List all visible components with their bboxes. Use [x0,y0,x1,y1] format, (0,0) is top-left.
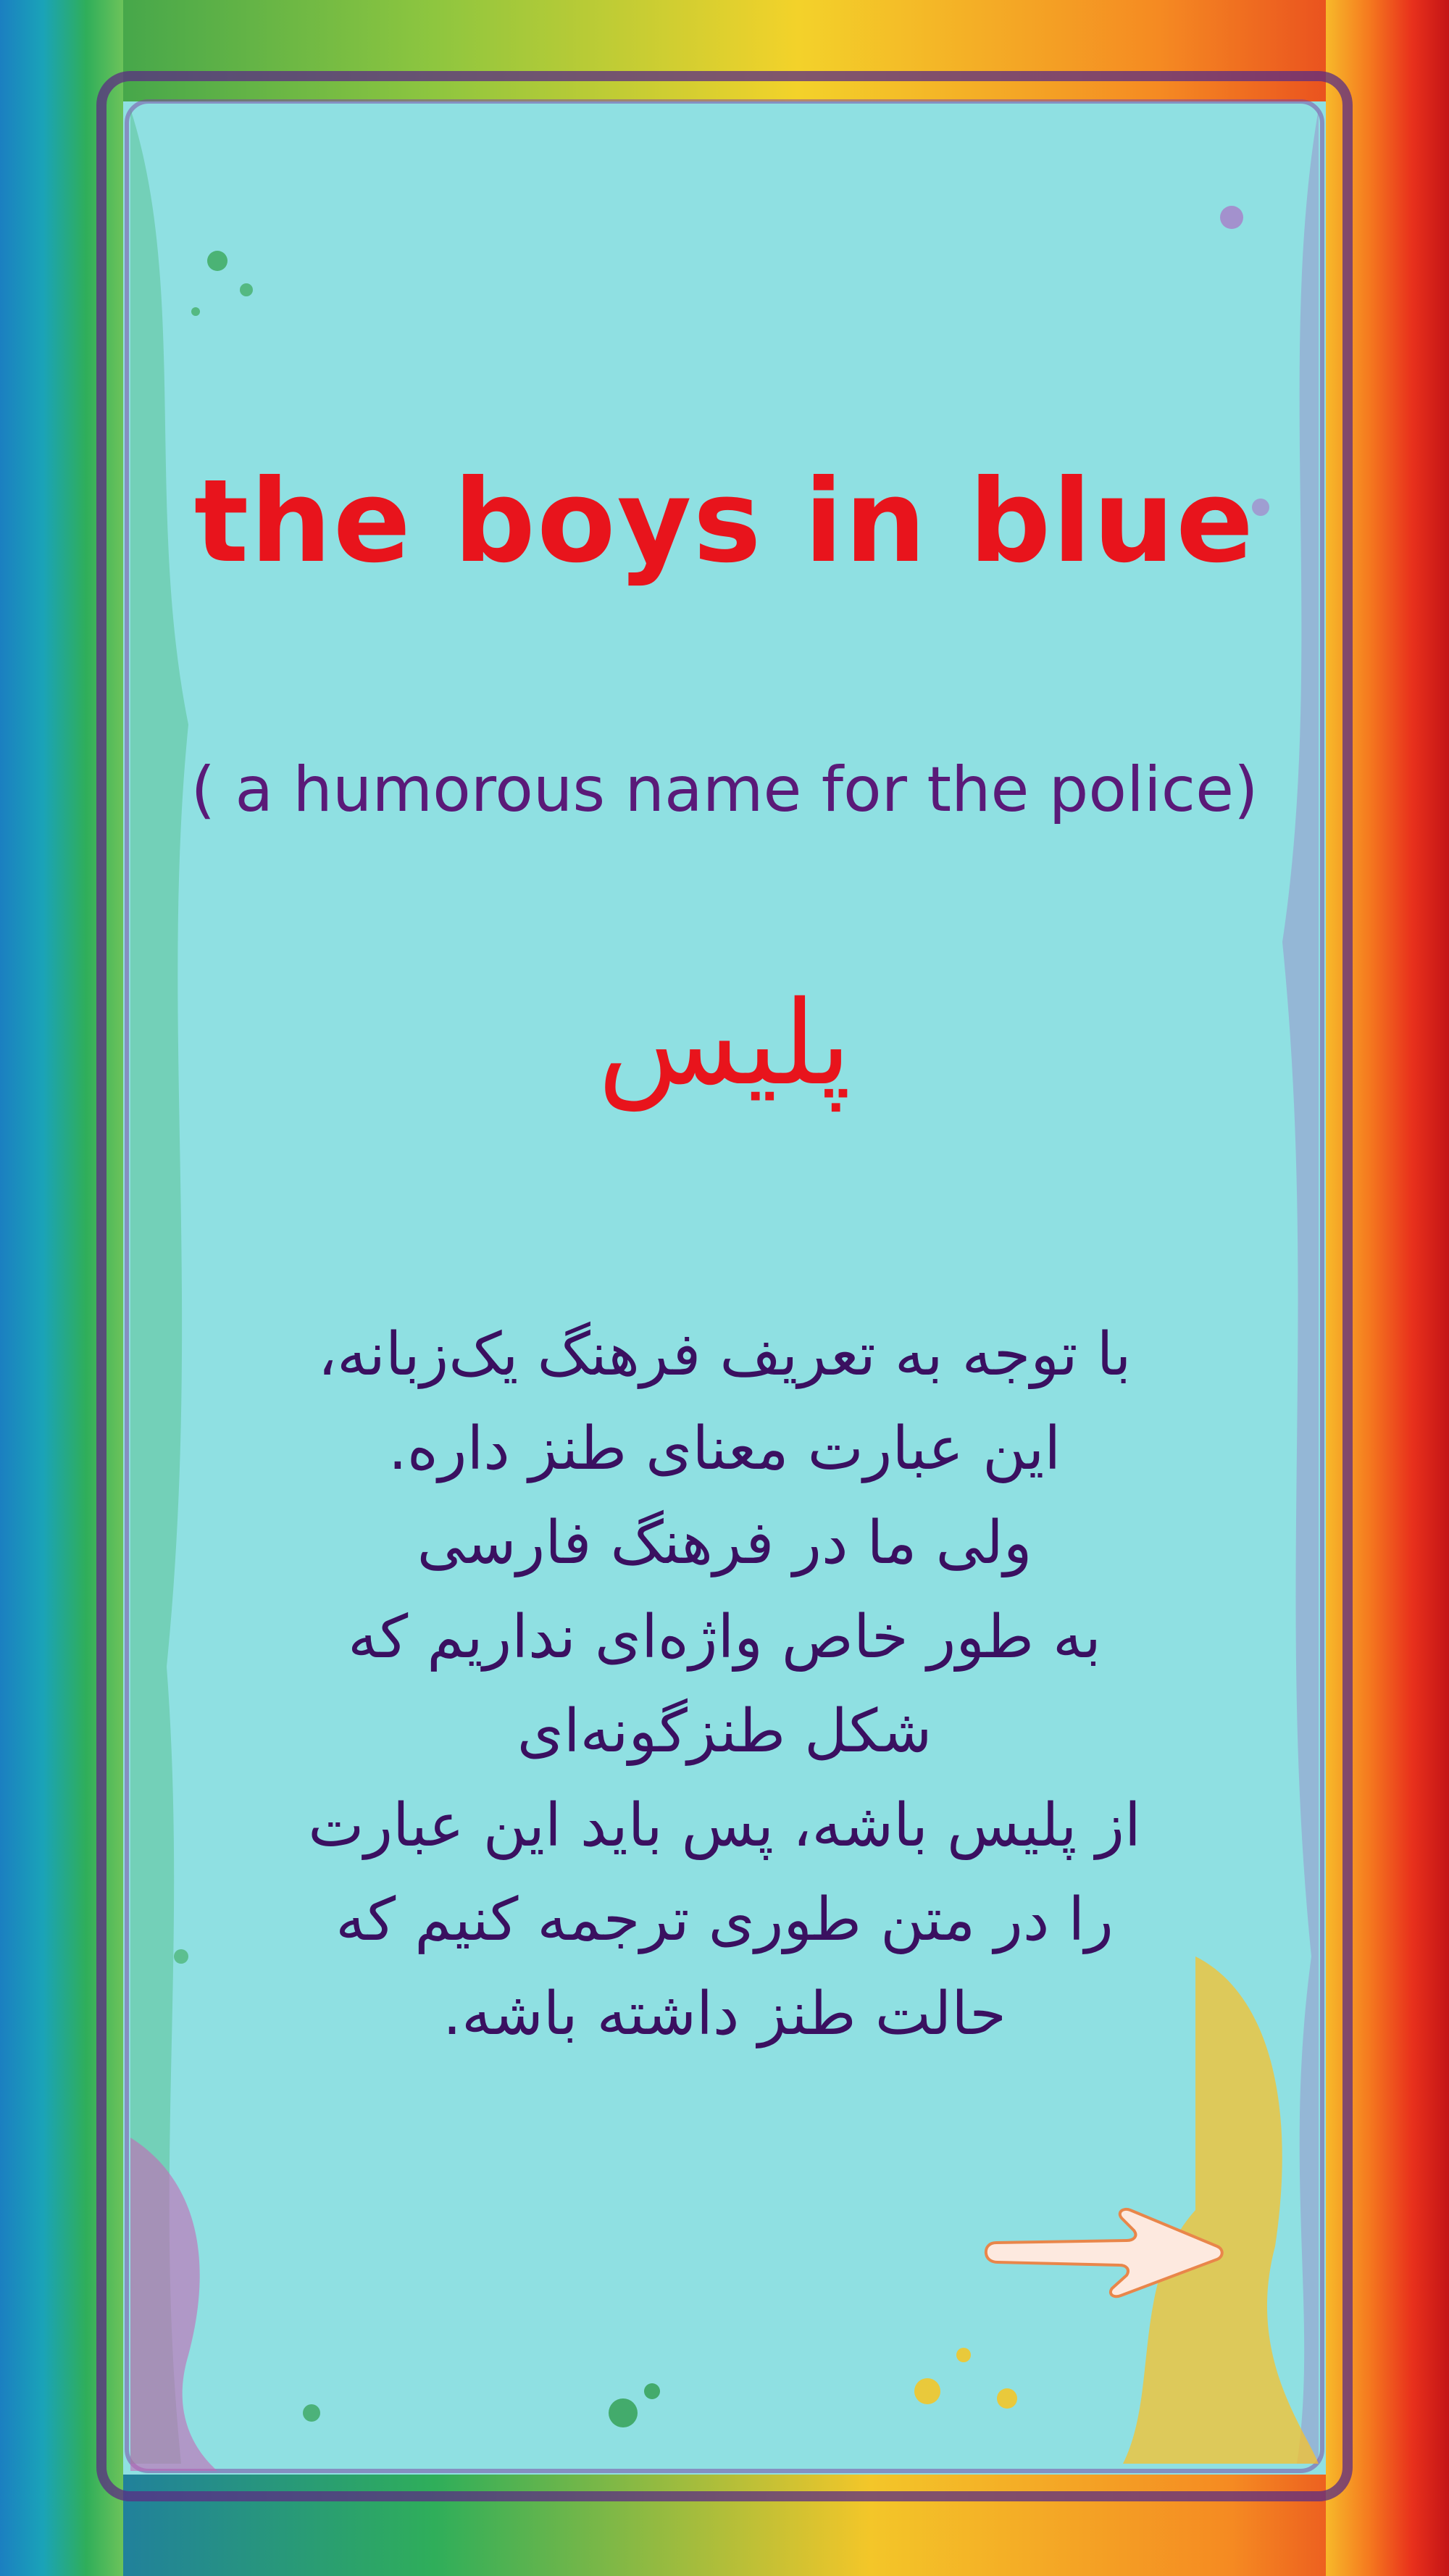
term-definition: ( a humorous name for the police) [191,754,1258,826]
explanation-line: شکل طنزگونه‌ای [517,1697,932,1766]
explanation-line: این عبارت معنای طنز داره. [388,1414,1061,1483]
term-title: the boys in blue [193,455,1256,588]
translation-explanation [0,1308,1449,2062]
explanation-line: از پلیس باشه، پس باید این عبارت [308,1791,1141,1860]
persian-translation: پلیس [598,975,851,1111]
explanation-line: ولی ما در فرهنگ فارسی [417,1509,1032,1577]
explanation-line: را در متن طوری ترجمه کنیم که [335,1885,1114,1954]
explanation-line: با توجه به تعریف فرهنگ یک‌زبانه، [317,1320,1132,1389]
explanation-line: حالت طنز داشته باشه. [443,1980,1006,2048]
explanation-line: به طور خاص واژه‌ای نداریم که [348,1603,1101,1672]
arrow-right-icon[interactable] [982,2203,1228,2301]
